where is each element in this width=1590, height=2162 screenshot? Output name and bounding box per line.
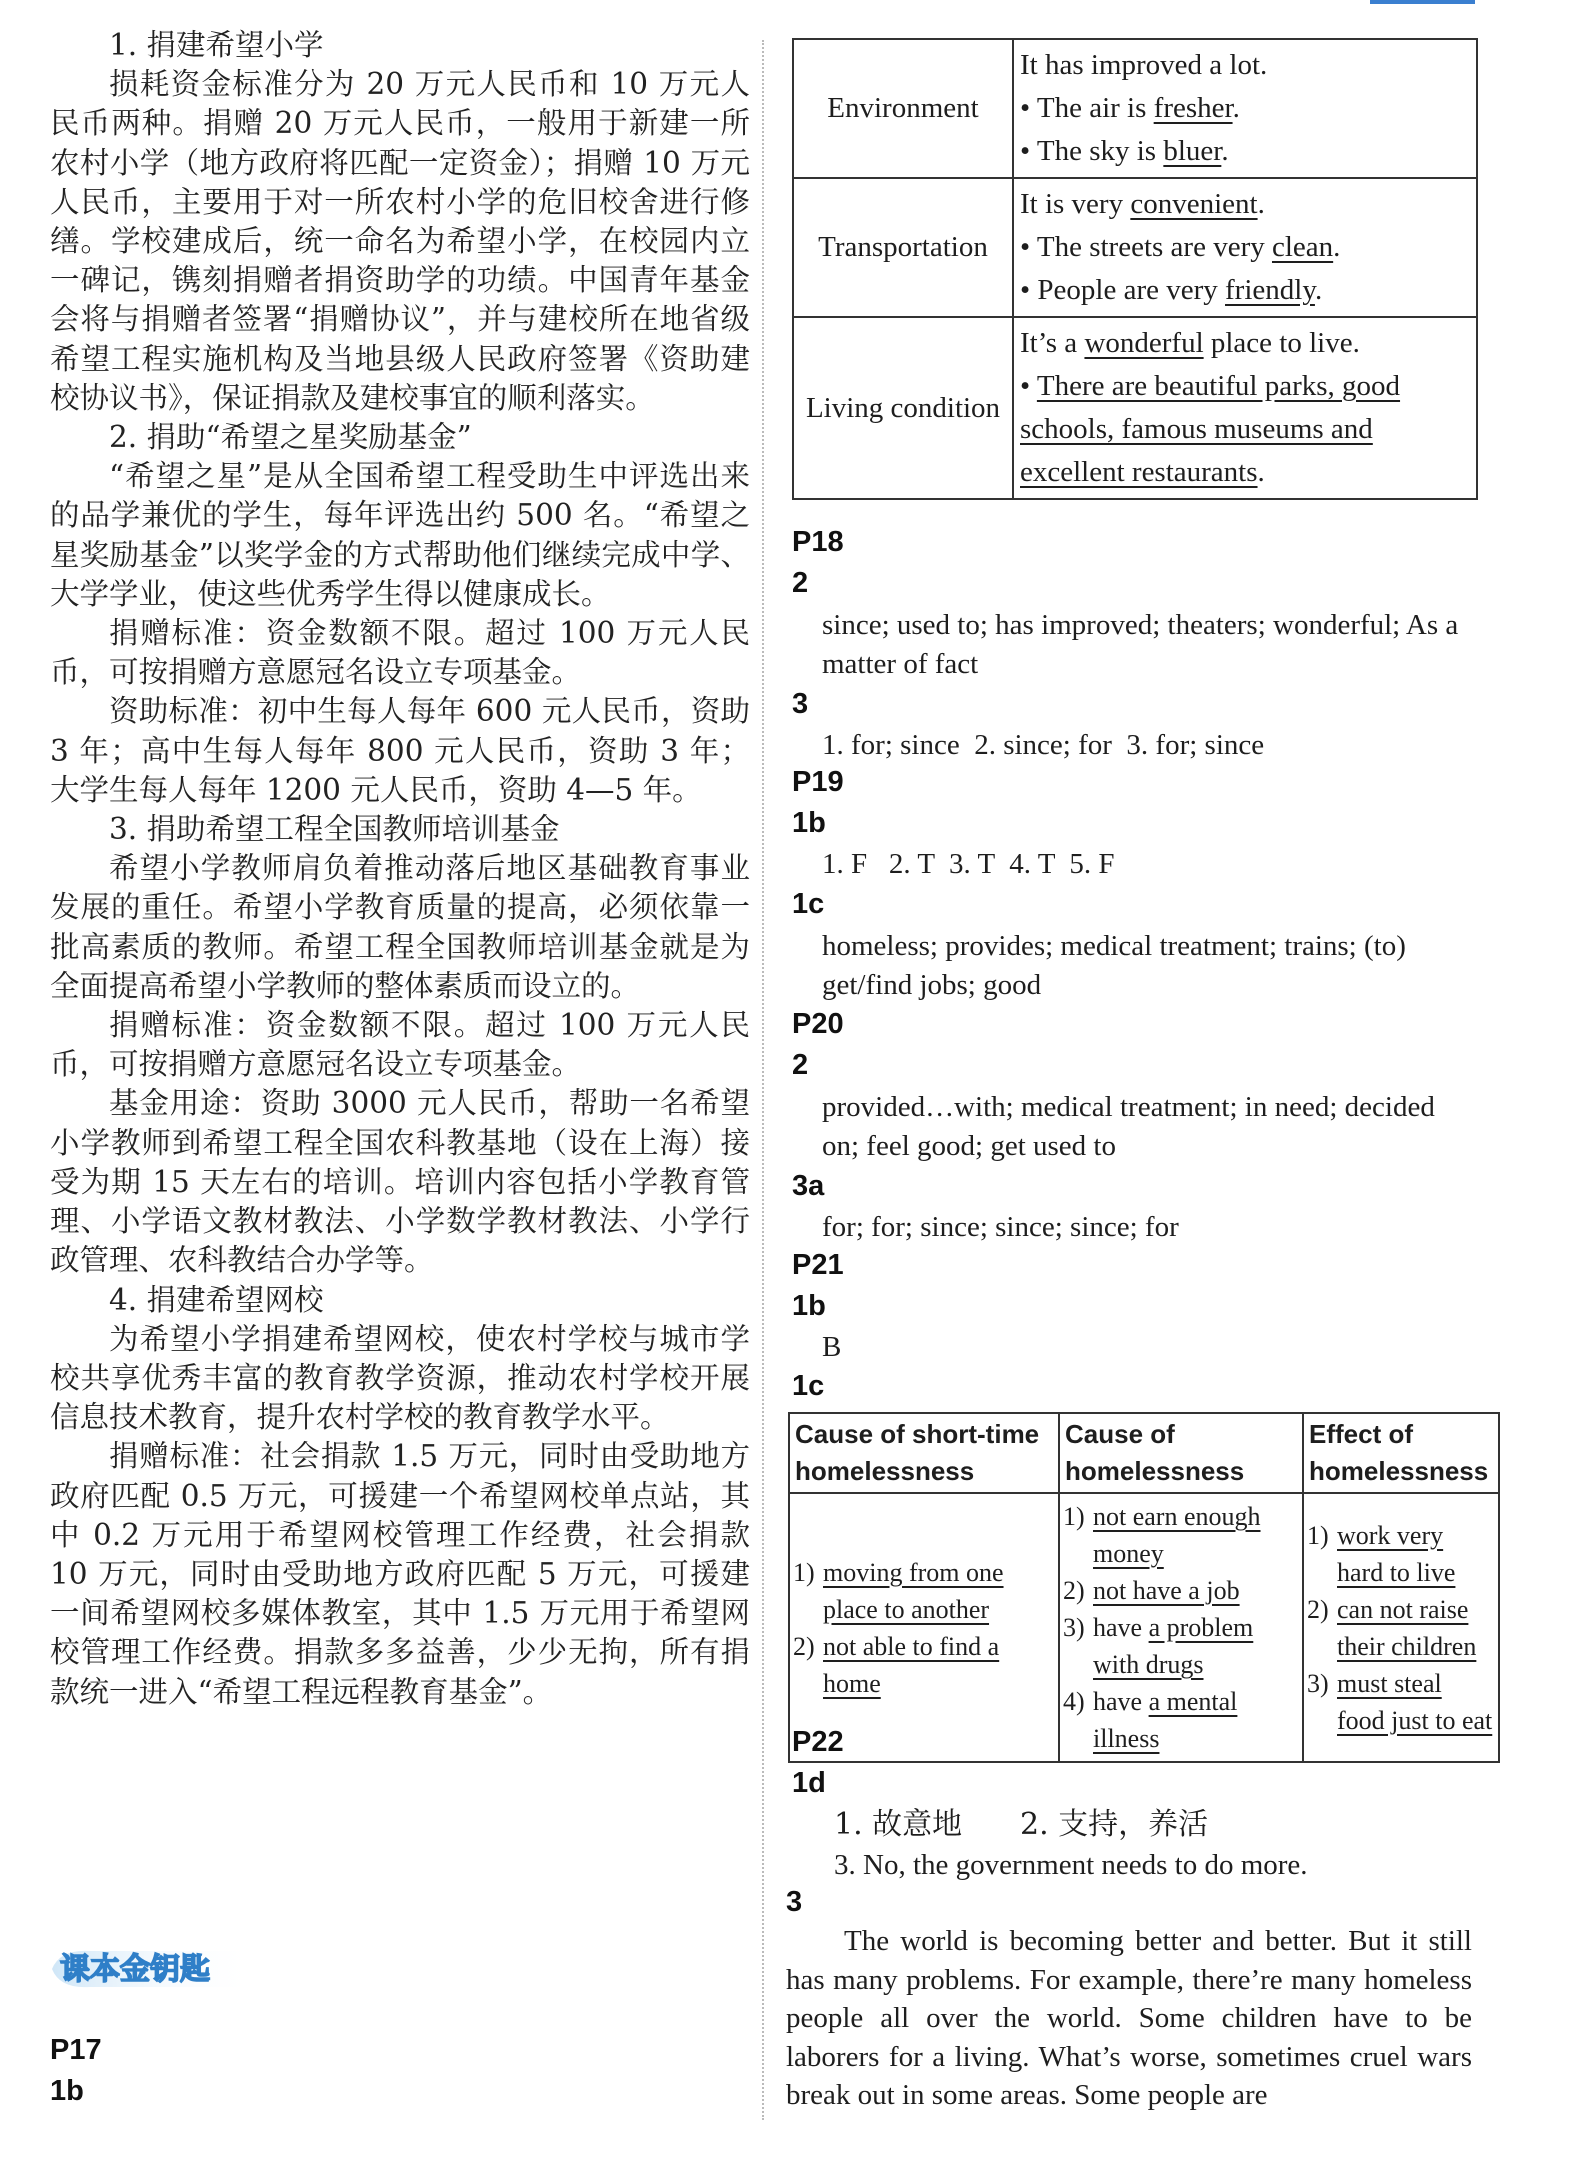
item-text [1337, 1665, 1495, 1739]
table-cell [1303, 1493, 1499, 1762]
table-header: Effect of homelessness [1303, 1413, 1499, 1493]
paragraph: 损耗资金标准分为 20 万元人民币和 10 万元人民币两种。捐赠 20 万元人民币，一般用于新建一所农村小学（地方政府将匹配一定资金）；捐赠 10 万元人民币，主要用于对一所农村小学的危旧校舍进行修缮。学校建成后，统一命名为希望小学，在校园内立一碑记，镌刻捐赠者捐资助学的功绩。中国青年基金会将与捐赠者签署“捐赠协议”，并与建校所在地省级希望工程实施机构及当地县级人民政府签署《资助建校协议书》，保证捐款及建校事宜的顺利落实。 [50, 67, 750, 415]
paragraph: 基金用途：资助 3000 元人民币，帮助一名希望小学教师到希望工程全国农科教基地（设在上海）接受为期 15 天左右的培训。培训内容包括小学教育管理、小学语文教材教法、小学数学教材教法、小学行政管理、农科教结合办学等。 [50, 1086, 750, 1278]
answer-blank: moving from one place to another [823, 1557, 1004, 1624]
exercise-label: 1d [792, 1767, 826, 1799]
exercise-label: 1b [792, 807, 826, 839]
paragraph: 希望小学教师肩负着推动落后地区基础教育事业发展的重任。希望小学教育质量的提高，必须依靠一批高素质的教师。希望工程全国教师培训基金就是为全面提高希望小学教师的整体素质而设立的。 [50, 851, 750, 1003]
answer-text: B [822, 1331, 842, 1363]
line-text: It has improved a lot. [1020, 49, 1268, 81]
answer-blank: convenient [1130, 188, 1258, 220]
page-label-p17: P17 [50, 2034, 102, 2066]
page-label-p22: P22 [792, 1726, 844, 1758]
item-text [1337, 1517, 1495, 1591]
table-cell [789, 1493, 1059, 1762]
line-text: • The air is [1020, 92, 1154, 124]
exercise-label: 3 [792, 688, 809, 720]
answer-blank: a mental illness [1093, 1687, 1238, 1753]
line-text: • The streets are very [1020, 231, 1272, 263]
paragraph: 捐赠标准：资金数额不限。超过 100 万元人民币，可按捐赠方意愿冠名设立专项基金。 [50, 1008, 750, 1082]
answer-text: 1. for; since 2. since; for 3. for; since [822, 729, 1265, 761]
item-text [1093, 1683, 1299, 1757]
item-number: 1) [1063, 1502, 1085, 1531]
row-value [1013, 39, 1477, 178]
item-number: 2) [1063, 1576, 1085, 1605]
row-line [1020, 322, 1470, 365]
table-header: Cause of homelessness [1059, 1413, 1303, 1493]
answer-text: 2. 支持，养活 [1020, 1807, 1209, 1842]
item-text [1093, 1498, 1299, 1572]
exercise-label: 1c [792, 888, 825, 920]
paragraph: 资助标准：初中生每人每年 600 元人民币，资助 3 年；高中生每人每年 800 元人民币，资助 3 年；大学生每人每年 1200 元人民币，资助 4—5 年。 [50, 694, 750, 807]
line-text: • The sky is [1020, 135, 1164, 167]
item-number: 1) [1307, 1520, 1329, 1550]
answer-text: homeless; provides; medical treatment; trains; (to) get/find jobs; good [822, 930, 1406, 1001]
line-text: . [1257, 188, 1265, 220]
exercise-label: 3 [786, 1886, 803, 1918]
item-number: 4) [1063, 1687, 1085, 1716]
item-prefix: have [1093, 1687, 1149, 1716]
line-text: . [1257, 456, 1265, 488]
list-item [1063, 1572, 1299, 1609]
exercise-label: 2 [792, 1049, 809, 1081]
section-title: 4. 捐建希望网校 [109, 1282, 324, 1317]
answer-blank: can not raise their children [1337, 1594, 1477, 1661]
list-item [1063, 1609, 1299, 1683]
row-line [1020, 44, 1470, 87]
item-text [1093, 1572, 1240, 1609]
left-column [50, 26, 750, 1712]
list-item [1063, 1498, 1299, 1572]
line-text: • People are very [1020, 274, 1226, 306]
answer-blank: clean [1271, 231, 1334, 263]
table-cell [1059, 1493, 1303, 1762]
line-text: . [1333, 231, 1341, 263]
column-divider [762, 40, 764, 2120]
row-line [1020, 269, 1470, 312]
row-line [1020, 183, 1470, 226]
list-item [1307, 1665, 1495, 1739]
page-label-p18: P18 [792, 526, 844, 558]
paragraph: 捐赠标准：社会捐款 1.5 万元，同时由受助地方政府匹配 0.5 万元，可援建一个希望网校单点站，其中 0.2 万元用于希望网校管理工作经费，社会捐款 10 万元，同时由受助地方政府匹配 5 万元，可援建一间希望网校多媒体教室，其中 1.5 万元用于希望网校管理工作经费。捐款多多益善，少少无拘，所有捐款统一进入“希望工程远程教育基金”。 [50, 1439, 750, 1709]
table-row [793, 178, 1477, 317]
answer-text: 3. No, the government needs to do more. [834, 1849, 1308, 1881]
row-line [1020, 130, 1470, 173]
line-text: It’s a [1020, 327, 1085, 359]
answer-blank: must steal food just to eat [1337, 1668, 1493, 1735]
row-value [1013, 178, 1477, 317]
row-value [1013, 317, 1477, 499]
answer-text: since; used to; has improved; theaters; wonderful; As a matter of fact [822, 609, 1459, 680]
item-text [823, 1554, 1055, 1628]
city-description-table [792, 38, 1478, 500]
line-text: place to live. [1203, 327, 1360, 359]
item-text [1337, 1591, 1495, 1665]
answer-blank: work very hard to live [1337, 1520, 1456, 1587]
row-key: Living condition [793, 317, 1013, 499]
textbook-key-badge [50, 1943, 262, 1995]
page-label-p19: P19 [792, 766, 844, 798]
row-line [1020, 87, 1470, 130]
line-text: • [1020, 370, 1037, 402]
page-label-p20: P20 [792, 1008, 844, 1040]
badge-text: 课本金钥匙 [60, 1952, 210, 1987]
row-line [1020, 365, 1470, 494]
section-title: 2. 捐助“希望之星奖励基金” [109, 420, 472, 455]
answer-blank: friendly [1225, 274, 1315, 306]
exercise-label: 1c [792, 1370, 825, 1402]
paragraph: “希望之星”是从全国希望工程受助生中评选出来的品学兼优的学生，每年评选出约 500 名。“希望之星奖励基金”以奖学金的方式帮助他们继续完成中学、大学学业，使这些优秀学生得以健康成长。 [50, 459, 750, 611]
answer-paragraph: The world is becoming better and better. But it still has many problems. For example, there’re many homeless people all over the world. Some children have to be laborers for a living. What’s worse, sometimes cruel wars break out in some areas. Some people are [786, 1925, 1472, 2111]
item-text [823, 1628, 1055, 1702]
list-item [1307, 1517, 1495, 1591]
item-text [1093, 1609, 1299, 1683]
list-item [793, 1554, 1055, 1628]
list-item [1063, 1683, 1299, 1757]
item-number: 1) [793, 1557, 815, 1587]
item-number: 3) [1307, 1668, 1329, 1698]
answer-blank: bluer [1163, 135, 1222, 167]
exercise-label: 1b [792, 1290, 826, 1322]
row-key: Transportation [793, 178, 1013, 317]
row-key: Environment [793, 39, 1013, 178]
answer-blank: fresher [1153, 92, 1233, 124]
answer-blank: a problem with drugs [1093, 1613, 1254, 1679]
section-title: 1. 捐建希望小学 [109, 28, 324, 62]
homelessness-table [788, 1412, 1500, 1763]
list-item [793, 1628, 1055, 1702]
exercise-label: 3a [792, 1170, 825, 1202]
answer-blank: wonderful [1084, 327, 1204, 359]
item-number: 3) [1063, 1613, 1085, 1642]
list-item [1307, 1591, 1495, 1665]
paragraph: 捐赠标准：资金数额不限。超过 100 万元人民币，可按捐赠方意愿冠名设立专项基金。 [50, 616, 750, 690]
answer-text: provided…with; medical treatment; in need; decided on; feel good; get used to [822, 1091, 1435, 1162]
answer-blank: not have a job [1093, 1576, 1240, 1605]
table-row [793, 39, 1477, 178]
answer-text: for; for; since; since; since; for [822, 1211, 1179, 1243]
section-title: 3. 捐助希望工程全国教师培训基金 [109, 812, 560, 847]
top-accent-bar [1370, 0, 1475, 4]
line-text: . [1221, 135, 1229, 167]
item-prefix: have [1093, 1613, 1149, 1642]
answer-blank: not able to find a home [823, 1631, 1000, 1698]
line-text: It is very [1020, 188, 1131, 220]
item-number: 2) [1307, 1594, 1329, 1624]
row-line [1020, 226, 1470, 269]
item-number: 2) [793, 1631, 815, 1661]
answer-text: 1. 故意地 [834, 1807, 963, 1842]
exercise-label: 1b [50, 2075, 84, 2107]
answer-blank: not earn enough money [1093, 1502, 1261, 1568]
answer-text: 1. F 2. T 3. T 4. T 5. F [822, 848, 1115, 880]
line-text: . [1232, 92, 1240, 124]
paragraph: 为希望小学捐建希望网校，使农村学校与城市学校共享优秀丰富的教育教学资源，推动农村学校开展信息技术教育，提升农村学校的教育教学水平。 [50, 1321, 750, 1435]
table-row [793, 317, 1477, 499]
answer-blank: There are beautiful parks, good schools, famous museums and excellent restaurants [1020, 370, 1401, 488]
table-header: Cause of short-time homelessness [789, 1413, 1059, 1493]
exercise-label: 2 [792, 567, 809, 599]
line-text: . [1314, 274, 1323, 306]
page-label-p21: P21 [792, 1249, 844, 1281]
